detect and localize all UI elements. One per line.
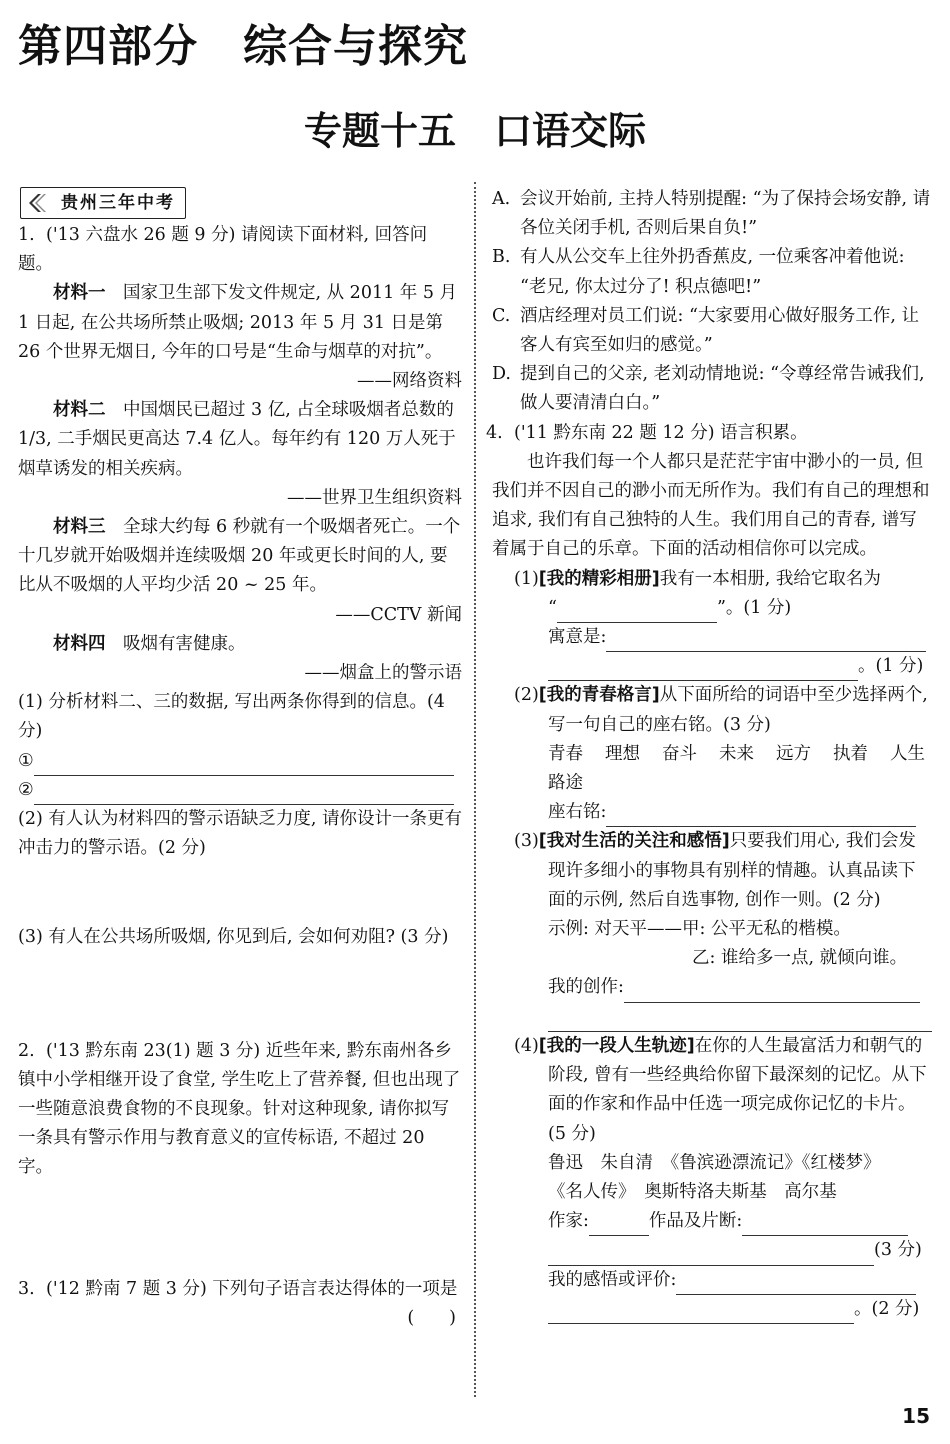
- sub-question-3: (3) 有人在公共场所吸烟, 你见到后, 会如何劝阻? (3 分): [18, 927, 449, 948]
- example-a: 示例: 对天平——甲: 公平无私的楷模。: [548, 919, 851, 940]
- part-title: 第四部分 综合与探究: [18, 21, 468, 72]
- option-d[interactable]: D. 提到自己的父亲, 老刘动情地说: “令尊经常告诫我们, 做人要清清白白。”: [492, 364, 925, 414]
- meaning-line-2[interactable]: 。(1 分): [492, 652, 932, 681]
- right-column: [486, 185, 932, 1324]
- motto-line[interactable]: 座右铭:: [492, 798, 932, 827]
- question-3-stem: ('12 黔南 7 题 3 分) 下列句子语言表达得体的一项是: [46, 1278, 458, 1299]
- feeling-line-2[interactable]: 。(2 分): [492, 1295, 932, 1324]
- question-4: 4. ('11 黔东南 22 题 12 分) 语言积累。: [486, 422, 808, 443]
- author-work-line[interactable]: 作家: 作品及片断:: [492, 1207, 932, 1236]
- answer-line-1b[interactable]: ②: [18, 776, 462, 805]
- part-3: (3)[我对生活的关注和感悟]只要我们用心, 我们会发现许多细小的事物具有别样的情趣。认真品读下面的示例, 然后自选事物, 创作一则。(2 分): [514, 831, 916, 910]
- creation-line-2[interactable]: [492, 1003, 932, 1032]
- material-3-label: 材料三: [53, 517, 106, 538]
- question-4-intro: 也许我们每一个人都只是茫茫宇宙中渺小的一员, 但我们并不因自己的渺小而无所作为。我们有自己的理想和追求, 我们有自己独特的人生。我们用自己的青春, 谱写着属于自己的乐章。下面的活动相信你可以完成。: [492, 451, 930, 560]
- material-2-text: 中国烟民已超过 3 亿, 占全球吸烟者总数的 1/3, 二手烟民更高达 7.4 亿人。每年约有 120 万人死于烟草诱发的相关疾病。: [18, 400, 456, 479]
- work-line-2[interactable]: (3 分): [492, 1236, 932, 1265]
- page-number: 15: [902, 1404, 930, 1428]
- material-4: [18, 630, 462, 659]
- part-2: (2)[我的青春格言]从下面所给的词语中至少选择两个, 写一句自己的座右铭。(3 分): [514, 685, 928, 735]
- answer-line-1a[interactable]: ①: [18, 747, 462, 776]
- section-badge-label: 贵州三年中考: [61, 193, 175, 213]
- works-list-a: 鲁迅 朱自清 《鲁滨逊漂流记》《红楼梦》: [548, 1152, 881, 1173]
- part-4: (4)[我的一段人生轨迹]在你的人生最富活力和朝气的阶段, 曾有一些经典给你留下最深刻的记忆。从下面的作家和作品中任选一项完成你记忆的卡片。(5 分): [514, 1035, 927, 1144]
- sub-question-1: (1) 分析材料二、三的数据, 写出两条你得到的信息。(4 分): [18, 692, 445, 742]
- material-4-source: ——烟盒上的警示语: [304, 663, 462, 684]
- part-1: (1)[我的精彩相册]我有一本相册, 我给它取名为: [514, 568, 881, 589]
- material-1-text: 国家卫生部下发文件规定, 从 2011 年 5 月 1 日起, 在公共场所禁止吸烟; 2013 年 5 月 31 日是第 26 个世界无烟日, 今年的口号是“生命与烟草的对抗”。: [18, 283, 458, 362]
- material-3-text: 全球大约每 6 秒就有一个吸烟者死亡。一个十几岁就开始吸烟并连续吸烟 20 年或更长时间的人, 要比从不吸烟的人平均少活 20 ~ 25 年。: [18, 517, 461, 596]
- answer-space-q2[interactable]: [18, 1183, 462, 1275]
- section-badge: [20, 187, 186, 219]
- question-3: 3. ('12 黔南 7 题 3 分) 下列句子语言表达得体的一项是 ( ): [18, 1275, 462, 1304]
- material-3-source: ——CCTV 新闻: [335, 604, 462, 625]
- material-3: [18, 513, 462, 601]
- material-2: [18, 396, 462, 484]
- material-1: [18, 279, 462, 367]
- chevron-left-icon: [25, 192, 47, 214]
- question-1-stem: ('13 六盘水 26 题 9 分) 请阅读下面材料, 回答问题。: [18, 225, 428, 275]
- example-b: 乙: 谁给多一点, 就倾向谁。: [692, 948, 908, 969]
- question-1: 1. ('13 六盘水 26 题 9 分) 请阅读下面材料, 回答问题。: [18, 225, 428, 275]
- answer-bracket[interactable]: ( ): [407, 1307, 456, 1328]
- material-4-text: 吸烟有害健康。: [123, 633, 246, 654]
- question-2: 2. ('13 黔东南 23(1) 题 3 分) 近些年来, 黔东南州各乡镇中小学相继开设了食堂, 学生吃上了营养餐, 但也出现了一些随意浪费食物的不良现象。针对这种现象, 请你拟写一条具有警示作用与教育意义的宣传标语, 不超过 20 字。: [18, 1040, 461, 1178]
- material-4-label: 材料四: [53, 633, 106, 654]
- option-b[interactable]: B. 有人从公交车上往外扔香蕉皮, 一位乘客冲着他说: “老兄, 你太过分了! 积点德吧!”: [492, 247, 905, 297]
- sub-question-2: (2) 有人认为材料四的警示语缺乏力度, 请你设计一条更有冲击力的警示语。(2 分): [18, 809, 462, 859]
- word-list: 青春 理想 奋斗 未来 远方 执着 人生路途: [548, 743, 925, 794]
- material-1-source: ——网络资料: [357, 371, 462, 392]
- option-c[interactable]: C. 酒店经理对员工们说: “大家要用心做好服务工作, 让客人有宾至如归的感觉。”: [492, 305, 920, 356]
- answer-space-2[interactable]: [18, 863, 462, 923]
- feeling-line[interactable]: 我的感悟或评价:: [492, 1266, 932, 1295]
- left-column: [18, 185, 462, 1333]
- option-a[interactable]: A. 会议开始前, 主持人特别提醒: “为了保持会场安静, 请各位关闭手机, 否则后果自负!”: [492, 189, 931, 239]
- answer-space-3[interactable]: [18, 953, 462, 1037]
- column-divider: [474, 182, 476, 1397]
- question-2-stem: ('13 黔东南 23(1) 题 3 分) 近些年来, 黔东南州各乡镇中小学相继开设了食堂, 学生吃上了营养餐, 但也出现了一些随意浪费食物的不良现象。针对这种现象, 请你拟写一条具有警示作用与教育意义的宣传标语, 不超过 20 字。: [18, 1040, 461, 1178]
- creation-line[interactable]: 我的创作:: [492, 973, 932, 1002]
- meaning-line[interactable]: 寓意是:: [492, 623, 932, 652]
- album-name-line[interactable]: “ ”。(1 分): [492, 594, 932, 623]
- topic-title: 专题十五 口语交际: [303, 109, 646, 153]
- works-list-b: 《名人传》 奥斯特洛夫斯基 高尔基: [548, 1181, 837, 1202]
- material-2-source: ——世界卫生组织资料: [287, 487, 462, 508]
- question-4-stem: ('11 黔东南 22 题 12 分) 语言积累。: [514, 422, 808, 443]
- material-2-label: 材料二: [53, 400, 106, 421]
- material-1-label: 材料一: [53, 283, 106, 304]
